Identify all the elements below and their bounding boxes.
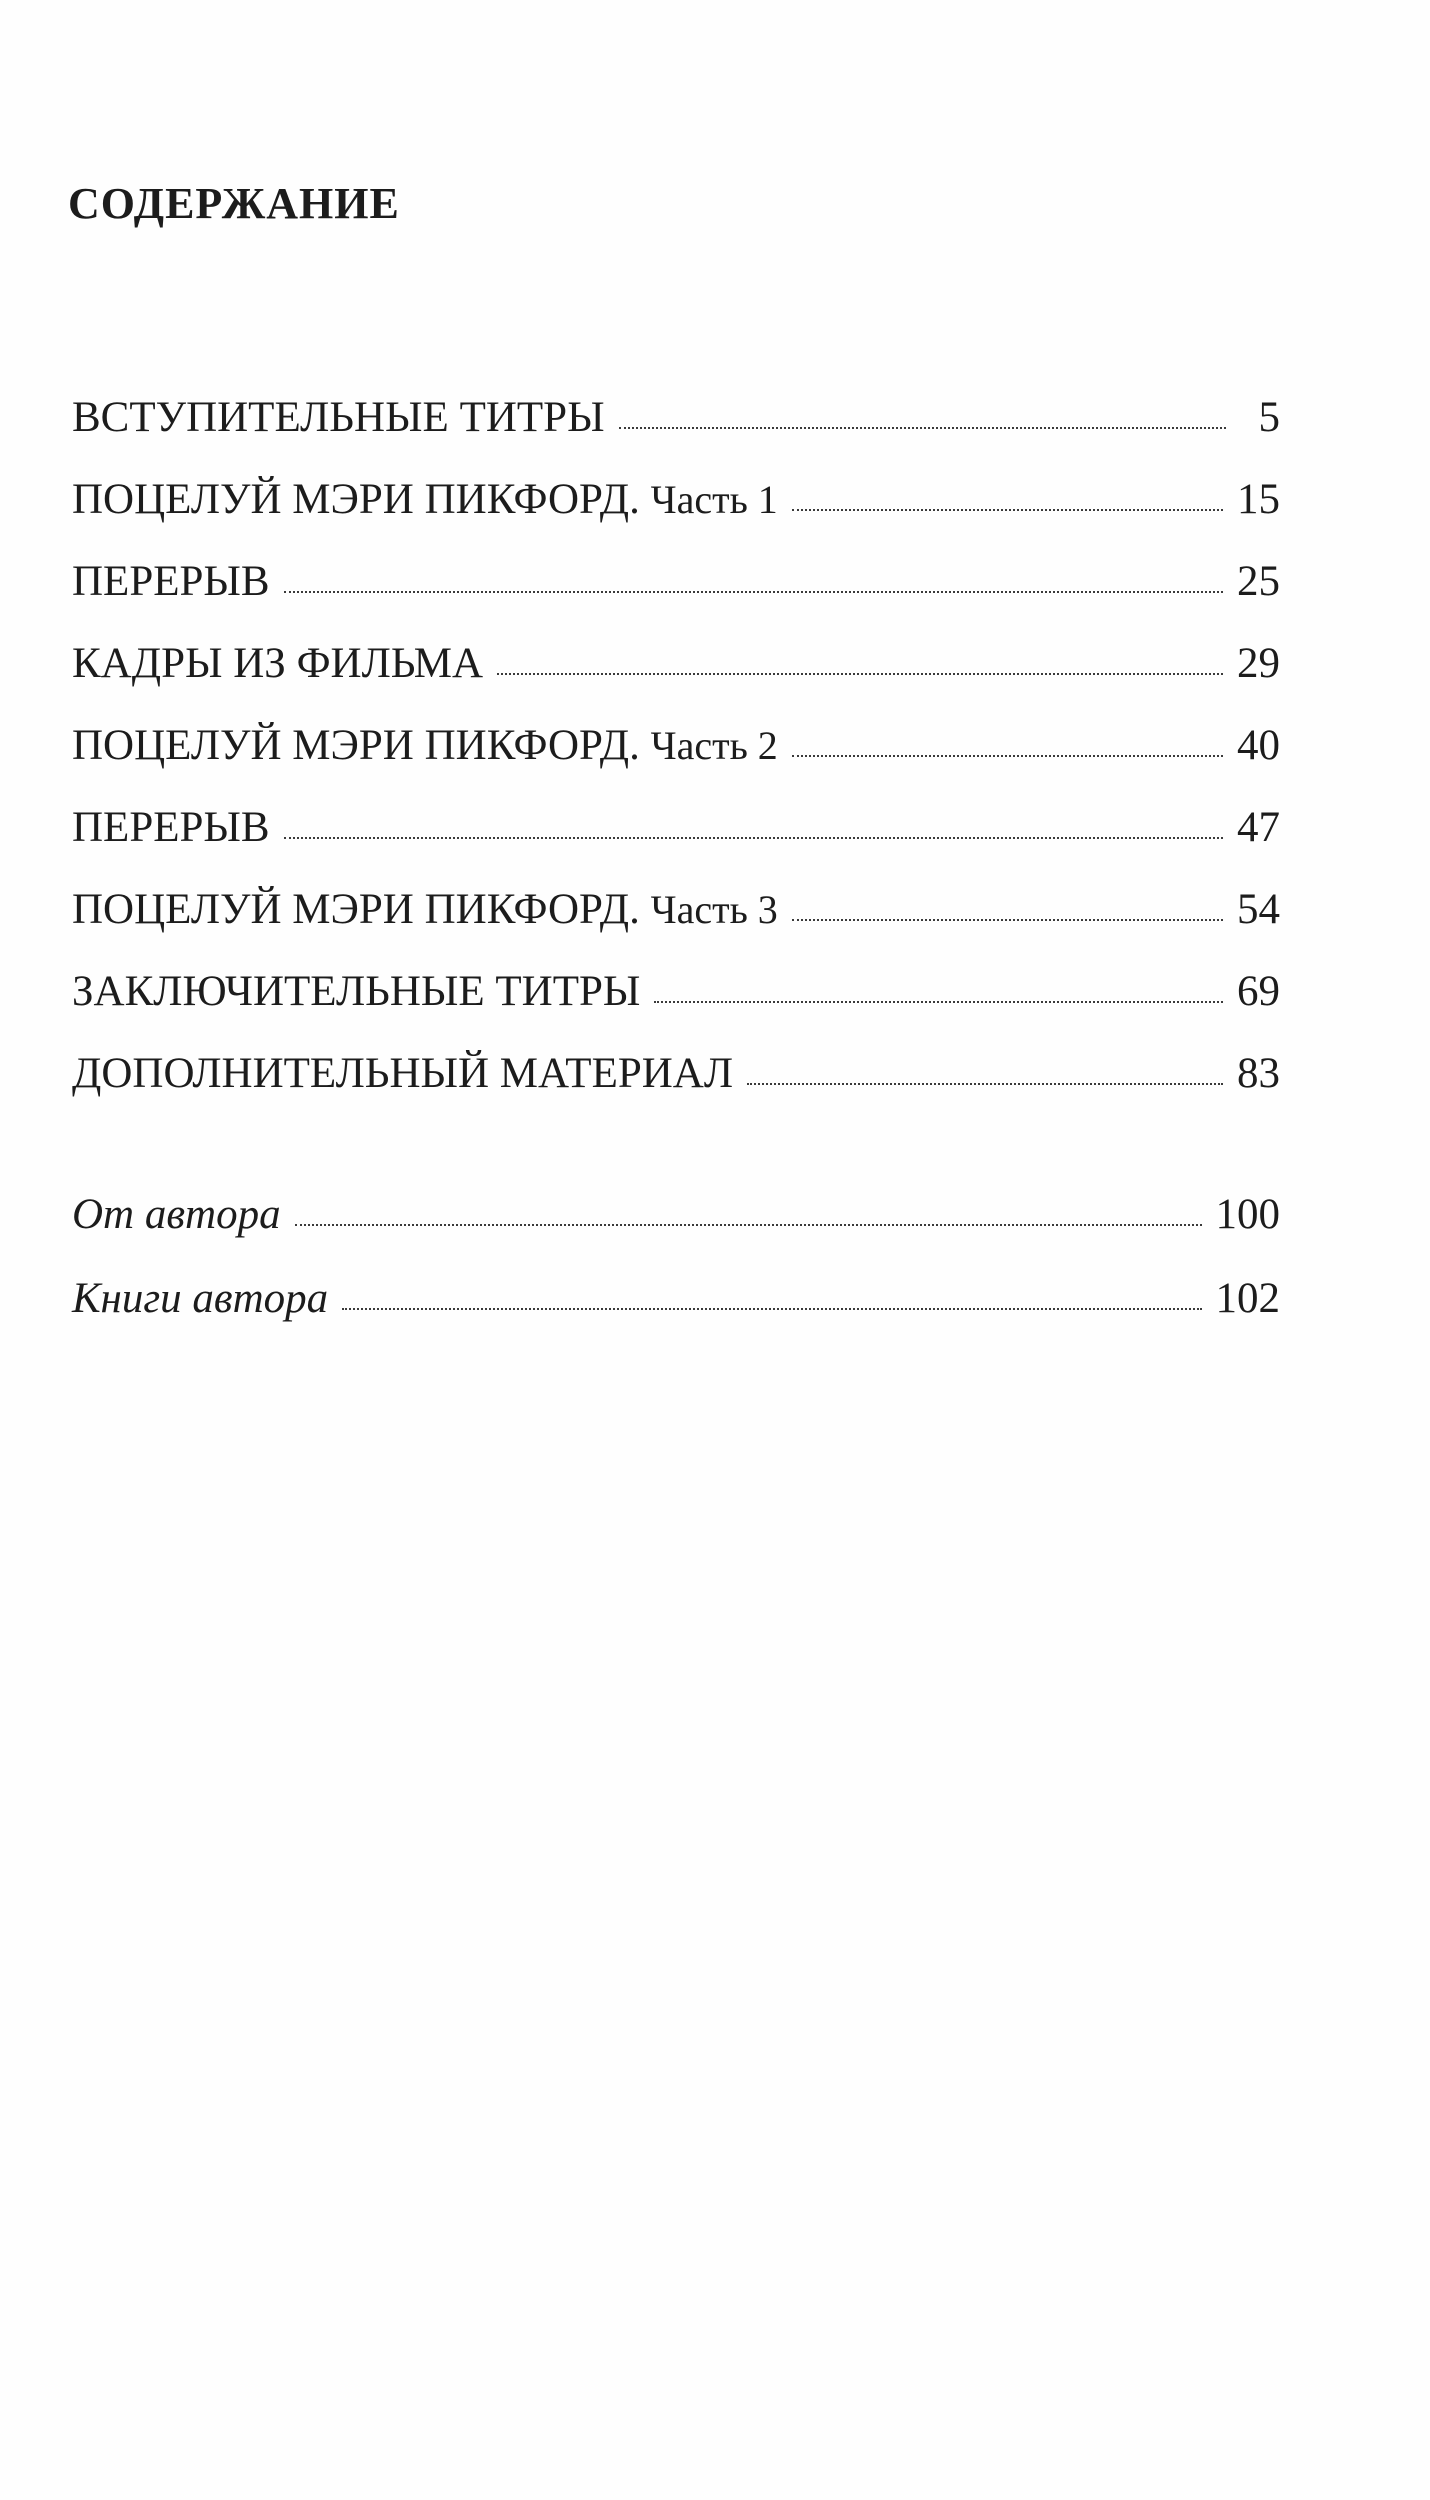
toc-entry [72, 803, 1280, 885]
toc-entry [72, 885, 1280, 967]
entry-page-number: 25 [1237, 558, 1280, 605]
entry-page-number: 69 [1237, 968, 1280, 1015]
entry-page-number: 40 [1237, 722, 1280, 769]
dot-leader [284, 591, 1223, 593]
entry-page-number: 83 [1237, 1050, 1280, 1097]
entry-part-label: Часть 2 [650, 723, 778, 768]
dot-leader [747, 1083, 1223, 1085]
entry-page-number: 29 [1237, 640, 1280, 687]
entry-title-text: ПОЦЕЛУЙ МЭРИ ПИКФОРД. [72, 722, 640, 769]
entry-title-text: ЗАКЛЮЧИТЕЛЬНЫЕ ТИТРЫ [72, 968, 641, 1015]
entry-page-number: 15 [1237, 476, 1280, 523]
dot-leader [654, 1001, 1223, 1003]
dot-leader [284, 837, 1223, 839]
dot-leader [342, 1308, 1201, 1310]
toc-extra-list [72, 1190, 1280, 1358]
entry-title-text: ПОЦЕЛУЙ МЭРИ ПИКФОРД. [72, 476, 640, 523]
entry-title [72, 967, 640, 1016]
dot-leader [792, 919, 1223, 921]
entry-title [72, 557, 270, 606]
toc-entry [72, 393, 1280, 475]
dot-leader [792, 755, 1223, 757]
entry-title-text: КАДРЫ ИЗ ФИЛЬМА [72, 640, 484, 687]
entry-title-text: ВСТУПИТЕЛЬНЫЕ ТИТРЫ [72, 394, 605, 441]
toc-entry [72, 967, 1280, 1049]
entry-part-label: Часть 3 [650, 887, 778, 932]
entry-page-number: 100 [1215, 1191, 1280, 1238]
entry-title [72, 393, 605, 442]
entry-title-text: ПЕРЕРЫВ [72, 558, 270, 605]
entry-page-number: 54 [1237, 886, 1280, 933]
toc-entry [72, 475, 1280, 557]
dot-leader [619, 427, 1226, 429]
entry-title-text: ДОПОЛНИТЕЛЬНЫЙ МАТЕРИАЛ [72, 1050, 734, 1097]
entry-part-label: Часть 1 [650, 477, 778, 522]
toc-main-list [72, 393, 1280, 1131]
entry-title-text: ПОЦЕЛУЙ МЭРИ ПИКФОРД. [72, 886, 640, 933]
dot-leader [497, 673, 1223, 675]
entry-page-number: 102 [1215, 1275, 1280, 1322]
entry-title: От автора [72, 1191, 281, 1238]
entry-title-text: ПЕРЕРЫВ [72, 804, 270, 851]
dot-leader [295, 1224, 1202, 1226]
entry-title [72, 721, 778, 770]
toc-entry [72, 639, 1280, 721]
entry-title [72, 803, 270, 852]
entry-title [72, 1049, 733, 1098]
toc-entry [72, 1274, 1280, 1358]
toc-entry [72, 721, 1280, 803]
toc-entry [72, 1049, 1280, 1131]
toc-heading: СОДЕРЖАНИЕ [68, 179, 400, 228]
entry-title [72, 639, 483, 688]
entry-title [72, 885, 778, 934]
entry-title: Книги автора [72, 1275, 329, 1322]
entry-title [72, 475, 778, 524]
entry-page-number: 47 [1237, 804, 1280, 851]
toc-entry [72, 1190, 1280, 1274]
toc-entry [72, 557, 1280, 639]
entry-page-number: 5 [1258, 394, 1280, 441]
dot-leader [792, 509, 1223, 511]
